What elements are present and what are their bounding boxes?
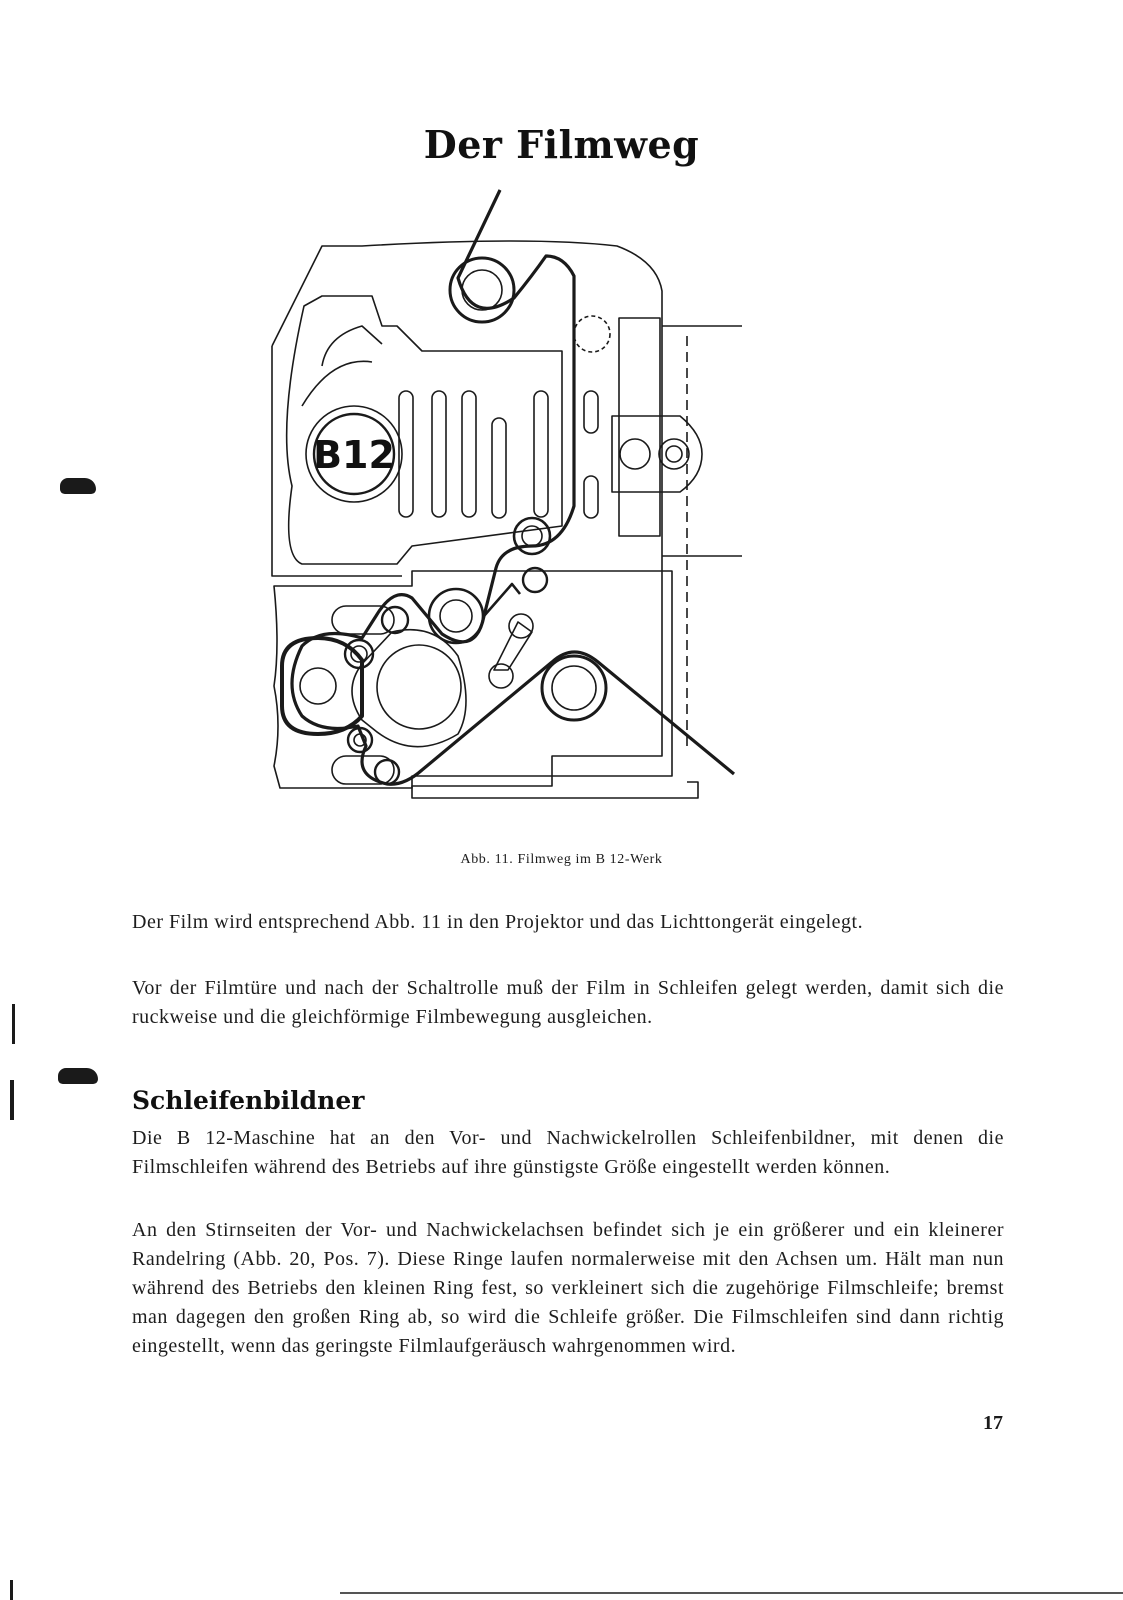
projector-diagram: [262, 186, 742, 836]
section-paragraph-1: Die B 12-Maschine hat an den Vor- und Nachwickelrollen Schleifenbildner, mit denen die Filmschleifen während des Betriebs auf ihre günstigste Größe eingestellt werden können.: [132, 1127, 1004, 1178]
film-path-figure: [262, 186, 742, 836]
page-number: 17: [983, 1412, 1003, 1434]
section-paragraph-2: An den Stirnseiten der Vor- und Nachwickelachsen befindet sich je ein größerer und ein kleinerer Randelring (Abb. 20, Pos. 7). Diese Ringe laufen normalerweise mit den Achsen um. Hält man nun während des Betriebs den kleinen Ring fest, so verkleinert sich die zugehörige Filmschleife; bremst man dagegen den großen Ring ab, so wird die Schleife größer. Die Filmschleifen sind dann richtig eingestellt, wenn das geringste Filmlaufgeräusch wahrgenommen wird.: [132, 1219, 1004, 1357]
b12-badge-label: B12: [313, 433, 395, 477]
scan-mark: [10, 1080, 14, 1120]
intro-paragraph-2: Vor der Filmtüre und nach der Schaltrolle muß der Film in Schleifen gelegt werden, damit sich die ruckweise und die gleichförmige Filmbewegung ausgleichen.: [132, 977, 1004, 1028]
housing-outline: [272, 241, 698, 798]
intro-paragraph-1: Der Film wird entsprechend Abb. 11 in den Projektor und das Lichttongerät eingelegt.: [132, 911, 864, 933]
ink-blot: [58, 1068, 98, 1084]
scan-mark: [12, 1004, 15, 1044]
page-title: Der Filmweg: [423, 122, 700, 167]
scan-mark: [10, 1580, 13, 1600]
ink-blot: [60, 478, 96, 494]
section-heading: Schleifenbildner: [132, 1086, 365, 1115]
figure-caption: Abb. 11. Filmweg im B 12-Werk: [460, 852, 663, 867]
scan-edge-line: [340, 1592, 1123, 1594]
